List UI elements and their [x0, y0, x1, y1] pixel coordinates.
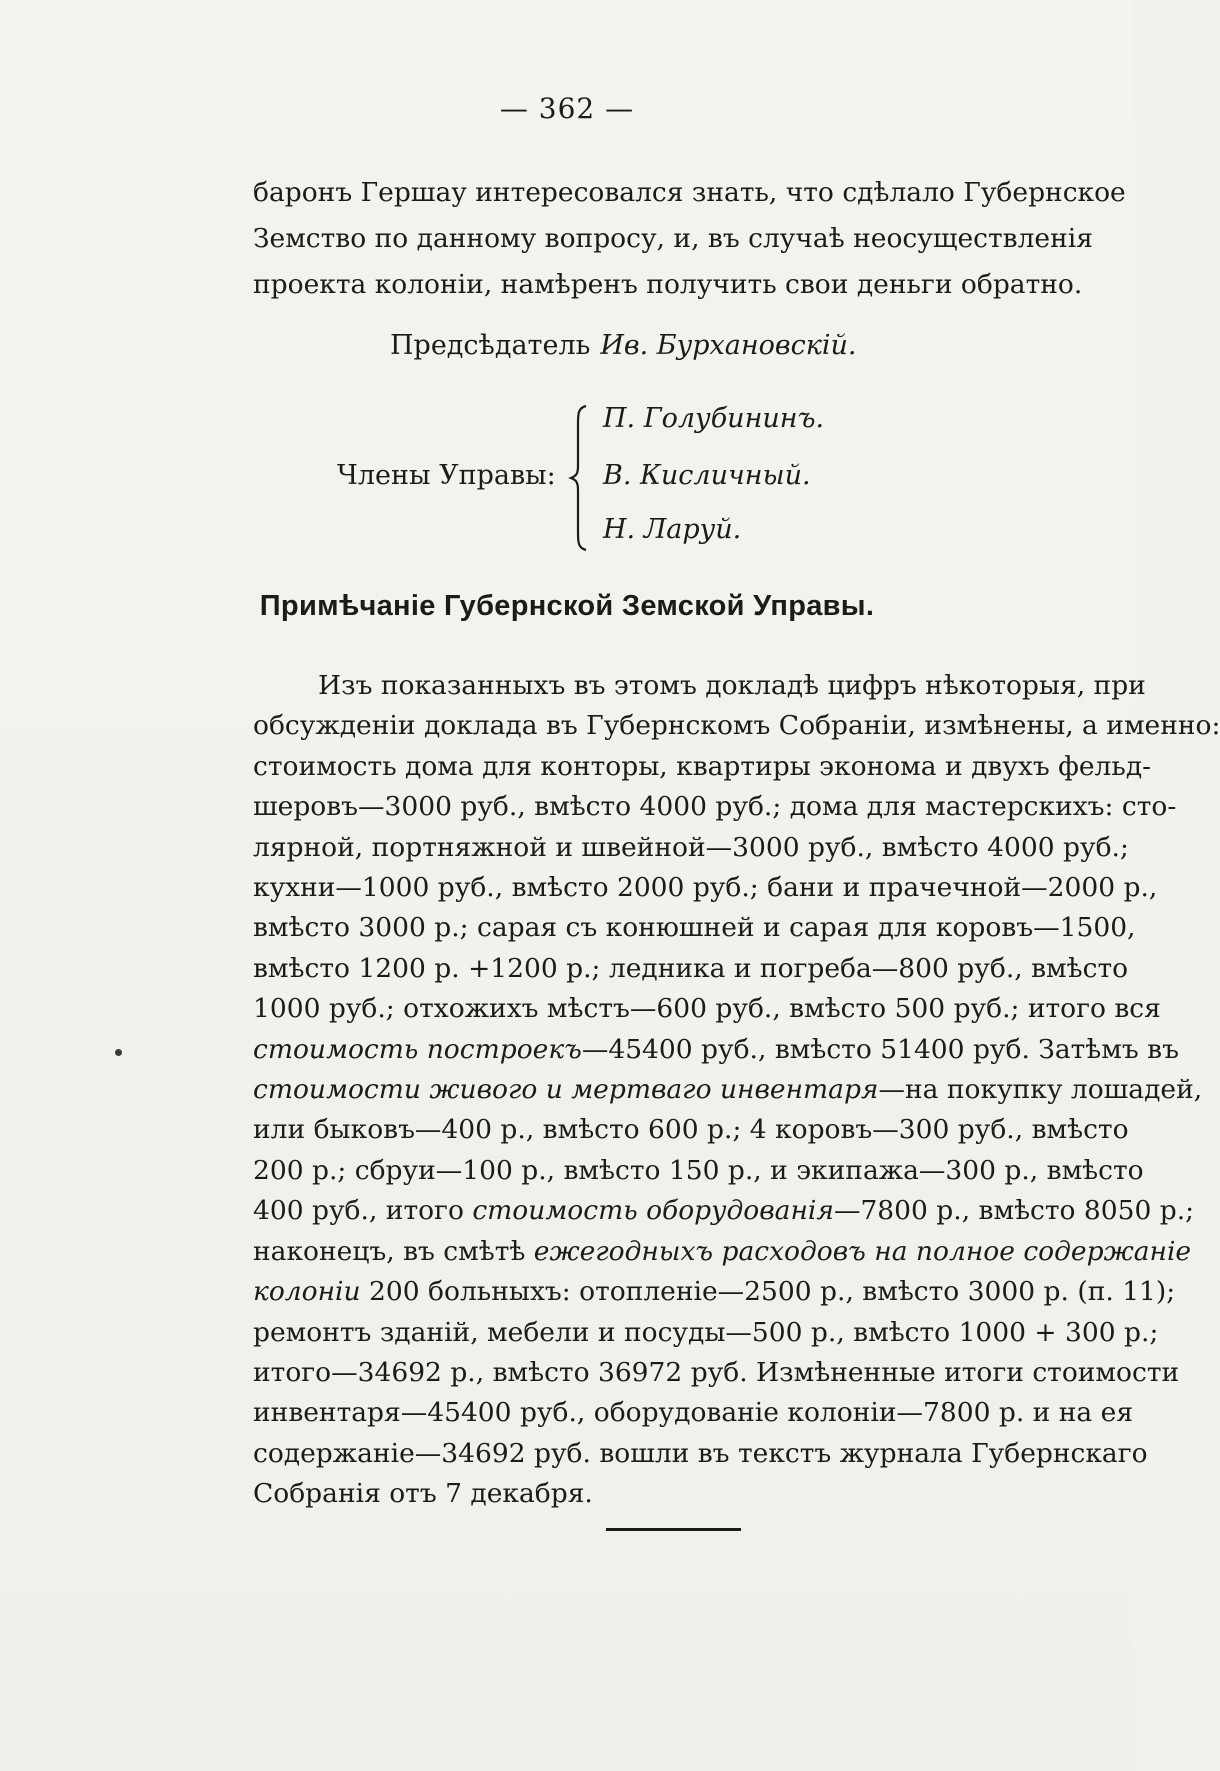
italic-text: стоимости живого и мертваго инвентаря	[253, 1074, 879, 1106]
text-line	[253, 868, 1158, 908]
text-run: итого—34692 р., вмѣсто 36972 руб. Измѣненные итоги стоимости	[253, 1356, 1180, 1388]
text-line	[253, 1393, 1134, 1433]
section-rule	[606, 1528, 741, 1531]
text-line	[253, 706, 1220, 746]
chairman-label: Предсѣдатель	[390, 330, 591, 361]
text-line	[253, 1110, 1129, 1150]
text-run: стоимость дома для конторы, квартиры эконома и двухъ фельд-	[253, 750, 1152, 782]
text-line	[253, 1191, 1195, 1231]
text-line	[253, 666, 1146, 706]
member-name: П. Голубининъ.	[603, 403, 825, 434]
margin-dot	[115, 1049, 122, 1056]
brace-icon	[568, 404, 590, 552]
text-run: ремонтъ зданій, мебели и посуды—500 р., вмѣсто 1000 + 300 р.;	[253, 1316, 1159, 1348]
text-line	[253, 1474, 1090, 1514]
text-run: вмѣсто 3000 р.; сарая съ конюшней и сарая для коровъ—1500,	[253, 912, 1136, 944]
text-run: Собранія отъ 7 декабря.	[253, 1478, 593, 1510]
text-line	[253, 1030, 1179, 1070]
text-run: 200 р.; сбруи—100 р., вмѣсто 150 р., и экипажа—300 р., вмѣсто	[253, 1154, 1144, 1186]
text-run: кухни—1000 руб., вмѣсто 2000 руб.; бани и прачечной—2000 р.,	[253, 872, 1158, 904]
text-line	[253, 747, 1152, 787]
member-name: Н. Ларуй.	[603, 514, 742, 545]
text-line	[253, 1313, 1159, 1353]
text-run: Изъ показанныхъ въ этомъ докладѣ цифръ нѣкоторыя, при	[318, 670, 1146, 701]
text-line	[253, 1353, 1180, 1393]
text-line	[253, 1070, 1203, 1110]
text-line	[253, 1151, 1144, 1191]
italic-text: ежегодныхъ расходовъ на полное содержаніе	[533, 1235, 1192, 1267]
text-run: —7800 р., вмѣсто 8050 р.;	[833, 1195, 1195, 1227]
text-run: обсужденіи доклада въ Губернскомъ Собраніи, измѣнены, а именно:	[253, 710, 1220, 742]
text-line: проекта колоніи, намѣренъ получить свои деньги обратно.	[253, 269, 1083, 300]
text-line: Земство по данному вопросу, и, въ случаѣ неосуществленія	[253, 223, 1093, 254]
text-line	[253, 949, 1129, 989]
text-run: лярной, портняжной и швейной—3000 руб., вмѣсто 4000 руб.;	[253, 831, 1129, 863]
text-line	[253, 1232, 1192, 1272]
intro-paragraph	[253, 170, 1126, 308]
italic-text: стоимость построекъ	[253, 1033, 582, 1065]
text-line	[253, 1272, 1176, 1312]
text-run: вмѣсто 1200 р. +1200 р.; ледника и погреба—800 руб., вмѣсто	[253, 952, 1129, 984]
member-name: В. Кисличный.	[603, 460, 811, 491]
text-run: инвентаря—45400 руб., оборудованіе колоніи—7800 р. и на ея	[253, 1397, 1134, 1429]
italic-text: стоимость оборудованія	[472, 1195, 834, 1227]
text-line	[253, 787, 1177, 827]
page-number: — 362 —	[499, 92, 635, 125]
text-run: наконецъ, въ смѣтѣ	[253, 1235, 534, 1267]
text-line	[253, 1434, 1148, 1474]
text-run: 200 больныхъ: отопленіе—2500 р., вмѣсто 3000 р. (п. 11);	[360, 1276, 1176, 1308]
section-heading: Примѣчаніе Губернской Земской Управы.	[259, 590, 875, 622]
members-label: Члены Управы:	[337, 460, 556, 491]
text-run: 400 руб., итого	[253, 1195, 473, 1227]
text-run: или быковъ—400 р., вмѣсто 600 р.; 4 коровъ—300 руб., вмѣсто	[253, 1114, 1129, 1146]
text-run: —45400 руб., вмѣсто 51400 руб. Затѣмъ въ	[581, 1033, 1179, 1065]
text-run: содержаніе—34692 руб. вошли въ текстъ журнала Губернскаго	[253, 1437, 1148, 1469]
text-line	[253, 828, 1129, 868]
text-run: —на покупку лошадей,	[878, 1074, 1203, 1106]
text-run: шеровъ—3000 руб., вмѣсто 4000 руб.; дома для мастерскихъ: сто-	[253, 791, 1177, 823]
chairman-signature	[390, 330, 856, 361]
italic-text: колоніи	[253, 1276, 361, 1308]
text-line	[253, 989, 1161, 1029]
chairman-name: Ив. Бурхановскій.	[600, 330, 857, 361]
text-run: 1000 руб.; отхожихъ мѣстъ—600 руб., вмѣсто 500 руб.; итого вся	[253, 993, 1161, 1025]
text-line	[253, 908, 1136, 948]
text-line: баронъ Гершау интересовался знать, что сдѣлало Губернское	[253, 177, 1126, 208]
note-paragraph	[253, 666, 1220, 1515]
